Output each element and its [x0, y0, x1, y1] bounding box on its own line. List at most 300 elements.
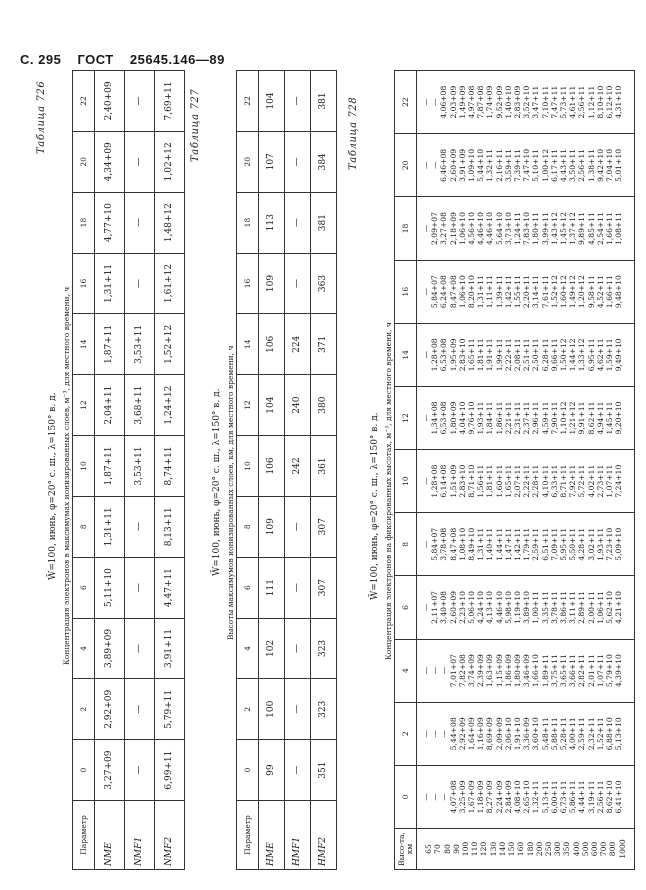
cell-value: 6,12+10 — [605, 85, 615, 119]
standard-number: 25645.146—89 — [129, 52, 225, 67]
cell-value: 7,83+10 — [522, 212, 532, 245]
cell-value: 1,56+11 — [476, 464, 486, 498]
hour-column — [417, 197, 635, 260]
hour-header: 0 — [395, 765, 417, 828]
cell-value: 1,19+10 — [513, 590, 523, 624]
page-number: С. 295 — [20, 52, 62, 67]
hour-header: 16 — [395, 260, 417, 323]
cell-value: 2,54+11 — [595, 212, 605, 245]
param-name: NMF1 — [125, 801, 155, 870]
cell-value: 1,93+11 — [595, 527, 605, 561]
cell-value: 6,24+08 — [439, 275, 449, 309]
cell-value: 1,49+12 — [568, 275, 578, 309]
cell-value: 7,92+11 — [568, 464, 578, 498]
cell-value: 6,46+08 — [439, 148, 449, 182]
cell-value: 2,84+09 — [503, 780, 513, 814]
cell-value: 8,62+10 — [605, 780, 615, 814]
hour-header: 12 — [237, 375, 259, 436]
cell-value: 5,84+07 — [430, 275, 440, 309]
cell-value: — — [421, 729, 430, 738]
cell-value: 1,93+11 — [476, 401, 486, 435]
height-value: 130 — [488, 841, 498, 857]
cell-value: 3,99+11 — [540, 212, 550, 245]
cell-value: — — [439, 729, 449, 738]
cell-value: 4,21+10 — [614, 590, 624, 624]
cell-value: 7,47+10 — [522, 148, 532, 182]
hour-header: 8 — [395, 513, 417, 576]
cell-value: 5,06+10 — [467, 590, 477, 624]
cell-value: — — [421, 793, 430, 801]
hour-header: 18 — [73, 192, 95, 253]
cell-value: 1,31+11 — [476, 275, 486, 309]
cell-value: 4,56+10 — [467, 212, 477, 245]
cell-value: 6,95+11 — [586, 338, 596, 372]
hour-header: 10 — [395, 450, 417, 513]
cell-value: 5,13+11 — [540, 780, 550, 814]
cell-value: 2,28+11 — [531, 464, 541, 498]
cell-value: 7,10+11 — [540, 85, 550, 119]
cell-value: 1,91+10 — [513, 717, 523, 751]
cell-value: — — [430, 666, 440, 675]
cell-value: 4,61+11 — [568, 85, 578, 119]
cell-value: 1,38+11 — [586, 148, 596, 182]
cell-value: 1,61+12 — [155, 253, 185, 314]
cell-value: 104 — [259, 375, 285, 436]
height-value: 140 — [497, 841, 507, 857]
value-list — [421, 766, 623, 828]
cell-value: 381 — [311, 192, 337, 253]
cell-value: 242 — [285, 436, 311, 497]
hour-header: 16 — [73, 253, 95, 314]
hour-column — [417, 323, 635, 386]
cell-value: 5,13+10 — [614, 717, 624, 751]
cell-value: 1,12+11 — [586, 85, 596, 119]
value-list — [421, 197, 623, 259]
cell-value: 1,65+11 — [467, 338, 477, 372]
height-column — [417, 829, 635, 870]
cell-value: 1,50+12 — [559, 338, 569, 372]
cell-value: 2,60+09 — [448, 590, 458, 624]
param-name: HMF2 — [311, 801, 337, 870]
cell-value: — — [125, 496, 155, 557]
cell-value: 2,56+11 — [595, 780, 605, 814]
cell-value: 240 — [285, 375, 311, 436]
height-value: 250 — [543, 841, 553, 857]
cell-value: — — [125, 192, 155, 253]
cell-value: 3,60+10 — [531, 717, 541, 751]
cell-value: 1,15+09 — [494, 654, 504, 688]
cell-value: 323 — [311, 679, 337, 740]
cell-value: 1,28+08 — [430, 464, 440, 498]
cell-value: 3,53+11 — [125, 436, 155, 497]
cell-value: 2,83+10 — [457, 464, 467, 498]
cell-value: 4,77+10 — [95, 192, 125, 253]
cell-value: 1,91+11 — [485, 338, 495, 372]
cell-value: 2,56+11 — [577, 85, 587, 119]
hour-header: 4 — [73, 618, 95, 679]
cell-value: 3,74+09 — [467, 654, 477, 688]
cell-value: 1,86+09 — [503, 654, 513, 688]
cell-value: 6,53+08 — [439, 401, 449, 435]
cell-value: 1,66+10 — [531, 654, 541, 688]
cell-value: 2,31+11 — [513, 401, 523, 435]
cell-value: 1,07+11 — [605, 464, 615, 498]
cell-value: 6,51+11 — [540, 527, 550, 561]
cell-value: 1,31+11 — [95, 496, 125, 557]
cell-value: 9,20+10 — [614, 401, 624, 435]
cell-value: 2,82+11 — [577, 654, 587, 688]
cell-value: 1,42+11 — [503, 275, 513, 309]
cell-value: 1,32+11 — [531, 780, 541, 814]
cell-value: 2,09+09 — [494, 717, 504, 751]
cell-value: 3,47+11 — [531, 85, 541, 119]
cell-value: 5,64+10 — [494, 212, 504, 245]
cell-value: 1,06+10 — [457, 212, 467, 245]
cell-value: 5,84+07 — [430, 527, 440, 561]
cell-value: 1,11+11 — [485, 275, 495, 309]
cell-value: 5,62+10 — [605, 590, 615, 624]
height-header: Высо-та, км — [395, 829, 417, 870]
cell-value: 371 — [311, 314, 337, 375]
cell-value: 3,86+11 — [559, 590, 569, 624]
height-value: 90 — [451, 844, 461, 854]
param-header: Параметр — [73, 801, 95, 870]
cell-value: 8,74+11 — [155, 436, 185, 497]
cell-value: 2,04+11 — [95, 375, 125, 436]
cell-value: 3,36+09 — [522, 717, 532, 751]
cell-value: 361 — [311, 436, 337, 497]
table-726-caption: Таблица 726 — [36, 80, 47, 154]
cell-value: 3,27+08 — [439, 212, 449, 245]
cell-value: — — [125, 740, 155, 801]
height-value: 800 — [608, 841, 618, 857]
cell-value: 7,01+07 — [448, 654, 458, 688]
cell-value: 1,80+09 — [448, 401, 458, 435]
cell-value: 3,78+11 — [549, 590, 559, 624]
cell-value: 363 — [311, 253, 337, 314]
cell-value: 1,31+11 — [476, 527, 486, 561]
cell-value: 381 — [311, 71, 337, 132]
cell-value: 2,83+09 — [513, 85, 523, 119]
cell-value: 1,87+11 — [95, 314, 125, 375]
cell-value: 1,63+09 — [485, 654, 495, 688]
cell-value: — — [430, 161, 440, 170]
hour-header: 2 — [73, 679, 95, 740]
hour-column — [417, 639, 635, 702]
cell-value: 2,21+11 — [503, 401, 513, 435]
cell-value: 2,37+11 — [522, 401, 532, 435]
cell-value: 7,82+08 — [457, 654, 467, 688]
hour-header: 0 — [73, 740, 95, 801]
cell-value: 2,92+09 — [457, 717, 467, 751]
cell-value: 7,39+11 — [513, 148, 523, 182]
height-value: 160 — [516, 841, 526, 857]
cell-value: 1,10+12 — [559, 401, 569, 435]
cell-value: 4,24+10 — [476, 590, 486, 624]
cell-value: 1,55+11 — [513, 275, 523, 309]
cell-value: 2,56+11 — [577, 148, 587, 182]
cell-value: — — [421, 477, 430, 485]
cell-value: 1,74+09 — [485, 85, 495, 119]
cell-value: 5,44+08 — [448, 717, 458, 751]
cell-value: 2,24+09 — [494, 780, 504, 814]
cell-value: 5,50+11 — [568, 527, 578, 561]
cell-value: 113 — [259, 192, 285, 253]
cell-value: 3,27+09 — [95, 740, 125, 801]
cell-value: 1,33+12 — [577, 338, 587, 372]
cell-value: 9,52+09 — [494, 85, 504, 119]
cell-value: 1,08+10 — [457, 527, 467, 561]
cell-value: 5,86+11 — [568, 780, 578, 814]
cell-value: 3,66+11 — [568, 654, 578, 688]
cell-value: 1,06+10 — [457, 275, 467, 309]
hour-header: 20 — [395, 134, 417, 197]
cell-value: 6,14+08 — [439, 464, 449, 498]
cell-value: 1,52+11 — [595, 717, 605, 751]
cell-value: 5,98+10 — [503, 590, 513, 624]
height-value: 80 — [442, 844, 452, 854]
hour-header: 8 — [73, 496, 95, 557]
cell-value: 5,88+11 — [549, 717, 559, 751]
cell-value: 1,49+09 — [457, 85, 467, 119]
cell-value: 2,18+09 — [448, 212, 458, 245]
cell-value: — — [421, 161, 430, 170]
height-value: 150 — [507, 841, 517, 857]
cell-value: 107 — [259, 131, 285, 192]
table-row — [259, 71, 285, 870]
cell-value: 8,49+10 — [467, 527, 477, 561]
hour-header: 14 — [237, 314, 259, 375]
cell-value: 2,92+09 — [95, 679, 125, 740]
table-row — [95, 71, 125, 870]
cell-value: 7,87+08 — [476, 85, 486, 119]
table-727 — [236, 70, 337, 870]
cell-value: 3,19+11 — [586, 780, 596, 814]
cell-value: 5,01+10 — [614, 148, 624, 182]
height-value: 120 — [479, 841, 489, 857]
hour-column — [417, 702, 635, 765]
cell-value: 1,80+11 — [531, 212, 541, 245]
cell-value: 1,44+12 — [568, 338, 578, 372]
cell-value: 8,69+09 — [485, 717, 495, 751]
cell-value: 4,10+11 — [540, 464, 550, 498]
table-row — [311, 71, 337, 870]
cell-value: 2,89+11 — [577, 590, 587, 624]
cell-value: — — [421, 351, 430, 359]
hour-header: 12 — [73, 375, 95, 436]
cell-value: 1,79+11 — [522, 527, 532, 561]
cell-value: 4,39+10 — [614, 654, 624, 688]
cell-value: 1,09+10 — [467, 148, 477, 182]
cell-value: 1,51+09 — [448, 464, 458, 498]
height-value: 110 — [470, 841, 480, 857]
cell-value: 100 — [259, 679, 285, 740]
height-value: 200 — [534, 841, 544, 857]
table-726-condition: W̄=100, июнь, φ=20° с. ш., λ=150° в. д. — [48, 392, 58, 580]
cell-value: 1,67+09 — [467, 780, 477, 814]
standard-label: ГОСТ — [77, 52, 114, 67]
table-727-caption: Таблица 727 — [190, 88, 201, 162]
cell-value: — — [285, 131, 311, 192]
cell-value: 6,33+11 — [549, 464, 559, 498]
height-value: 500 — [580, 841, 590, 857]
cell-value: 2,03+09 — [448, 85, 458, 119]
cell-value: 4,59+11 — [540, 401, 550, 435]
height-value: 70 — [433, 844, 443, 854]
hour-header: 0 — [237, 740, 259, 801]
cell-value: 4,97+08 — [467, 85, 477, 119]
cell-value: 2,59+11 — [531, 527, 541, 561]
cell-value: 4,46+10 — [476, 212, 486, 245]
table-728-caption: Таблица 728 — [348, 96, 359, 170]
cell-value: 2,39+09 — [476, 654, 486, 688]
cell-value: 4,28+11 — [577, 527, 587, 561]
cell-value: 5,79+10 — [605, 654, 615, 688]
cell-value: — — [125, 557, 155, 618]
cell-value: 9,89+11 — [577, 212, 587, 245]
cell-value: 1,06+11 — [595, 590, 605, 624]
cell-value: 5,11+10 — [95, 557, 125, 618]
value-list — [421, 387, 623, 449]
cell-value: — — [125, 131, 155, 192]
cell-value: 4,46+10 — [485, 212, 495, 245]
hour-header: 10 — [73, 436, 95, 497]
cell-value: 3,89+10 — [522, 590, 532, 624]
cell-value: 5,72+11 — [577, 464, 587, 498]
value-list — [421, 261, 623, 323]
cell-value: 7,09+11 — [549, 527, 559, 561]
hour-column — [417, 450, 635, 513]
height-value: 400 — [571, 841, 581, 857]
table-727-subtitle: Высоты максимумов ионизированных слоев, км, для местного времени, ч — [226, 345, 235, 640]
hour-column — [417, 765, 635, 828]
cell-value: 8,13+11 — [155, 496, 185, 557]
hour-header: 16 — [237, 253, 259, 314]
table-727-condition: W̄=100, июнь, φ=20° с. ш., λ=150° в. д. — [212, 388, 222, 576]
cell-value: — — [439, 666, 449, 675]
cell-value: 1,44+11 — [494, 527, 504, 561]
cell-value: 3,68+11 — [125, 375, 155, 436]
cell-value: 106 — [259, 314, 285, 375]
value-list — [421, 513, 623, 575]
cell-value: 1,37+12 — [568, 212, 578, 245]
cell-value: 4,04+10 — [457, 401, 467, 435]
cell-value: 3,78+08 — [439, 527, 449, 561]
cell-value: 3,35+11 — [540, 590, 550, 624]
height-value: 180 — [525, 841, 535, 857]
cell-value: — — [430, 793, 440, 801]
cell-value: 1,81+11 — [476, 338, 486, 372]
table-726 — [72, 70, 185, 870]
cell-value: 3,91+09 — [457, 148, 467, 182]
hour-header: 4 — [237, 618, 259, 679]
cell-value: 2,60+09 — [448, 148, 458, 182]
cell-value: 7,24+10 — [614, 464, 624, 498]
cell-value: 1,60+11 — [494, 464, 504, 498]
cell-value: 2,23+10 — [457, 590, 467, 624]
cell-value: 102 — [259, 618, 285, 679]
cell-value: 1,42+11 — [513, 527, 523, 561]
cell-value: 1,52+12 — [155, 314, 185, 375]
cell-value: — — [285, 253, 311, 314]
cell-value: 1,31+11 — [95, 253, 125, 314]
cell-value: 1,89+11 — [540, 654, 550, 688]
cell-value: — — [125, 253, 155, 314]
hour-header: 20 — [237, 131, 259, 192]
cell-value: — — [125, 618, 155, 679]
value-list — [421, 576, 623, 638]
hour-header: 18 — [395, 197, 417, 260]
value-list — [421, 134, 623, 196]
cell-value: 1,99+11 — [494, 338, 504, 372]
cell-value: 8,62+11 — [586, 401, 596, 435]
cell-value: 3,25+09 — [457, 780, 467, 814]
hour-header: 6 — [73, 557, 95, 618]
cell-value: 5,10+11 — [531, 148, 541, 182]
hour-column — [417, 260, 635, 323]
cell-value: 9,42+10 — [595, 148, 605, 182]
height-value: 600 — [589, 841, 599, 857]
cell-value: — — [421, 540, 430, 549]
hour-header: 2 — [237, 679, 259, 740]
cell-value: 3,73+10 — [503, 212, 513, 245]
value-list — [421, 703, 623, 765]
cell-value: 2,06+10 — [503, 717, 513, 751]
cell-value: 104 — [259, 71, 285, 132]
cell-value: 4,46+10 — [494, 590, 504, 624]
cell-value: — — [285, 557, 311, 618]
hour-header: 14 — [395, 323, 417, 386]
cell-value: 1,66+11 — [605, 275, 615, 309]
cell-value: 4,94+11 — [595, 401, 605, 435]
height-value: 350 — [562, 841, 572, 857]
cell-value: — — [125, 679, 155, 740]
cell-value: 6,28+11 — [540, 338, 550, 372]
cell-value: 9,49+10 — [614, 338, 624, 372]
cell-value: 2,50+11 — [531, 338, 541, 372]
table-body-row — [417, 71, 635, 870]
cell-value: 5,28+11 — [559, 717, 569, 751]
cell-value: 1,87+11 — [95, 436, 125, 497]
cell-value: 1,00+11 — [531, 590, 541, 624]
cell-value: — — [421, 666, 430, 675]
cell-value: 6,41+10 — [614, 780, 624, 814]
cell-value: 8,71+11 — [559, 464, 569, 498]
cell-value: 1,16+09 — [476, 717, 486, 751]
cell-value: 1,21+12 — [568, 401, 578, 435]
cell-value: 1,66+11 — [605, 212, 615, 245]
value-list — [421, 450, 623, 512]
cell-value: 1,48+12 — [155, 192, 185, 253]
cell-value: 1,84+11 — [485, 401, 495, 435]
hour-header: 6 — [237, 557, 259, 618]
cell-value: 2,32+11 — [586, 717, 596, 751]
cell-value: 7,23+10 — [605, 527, 615, 561]
hour-header: 12 — [395, 386, 417, 449]
cell-value: 8,10+10 — [595, 85, 605, 119]
hour-header: 2 — [395, 702, 417, 765]
cell-value: — — [285, 192, 311, 253]
hour-column — [417, 513, 635, 576]
cell-value: 3,02+11 — [586, 527, 596, 561]
cell-value: — — [285, 496, 311, 557]
cell-value: 1,18+09 — [476, 780, 486, 814]
param-name: HME — [259, 801, 285, 870]
cell-value: 8,27+09 — [485, 780, 495, 814]
hour-header: 20 — [73, 131, 95, 192]
cell-value: 4,02+11 — [586, 464, 596, 498]
cell-value: 2,51+11 — [522, 338, 532, 372]
